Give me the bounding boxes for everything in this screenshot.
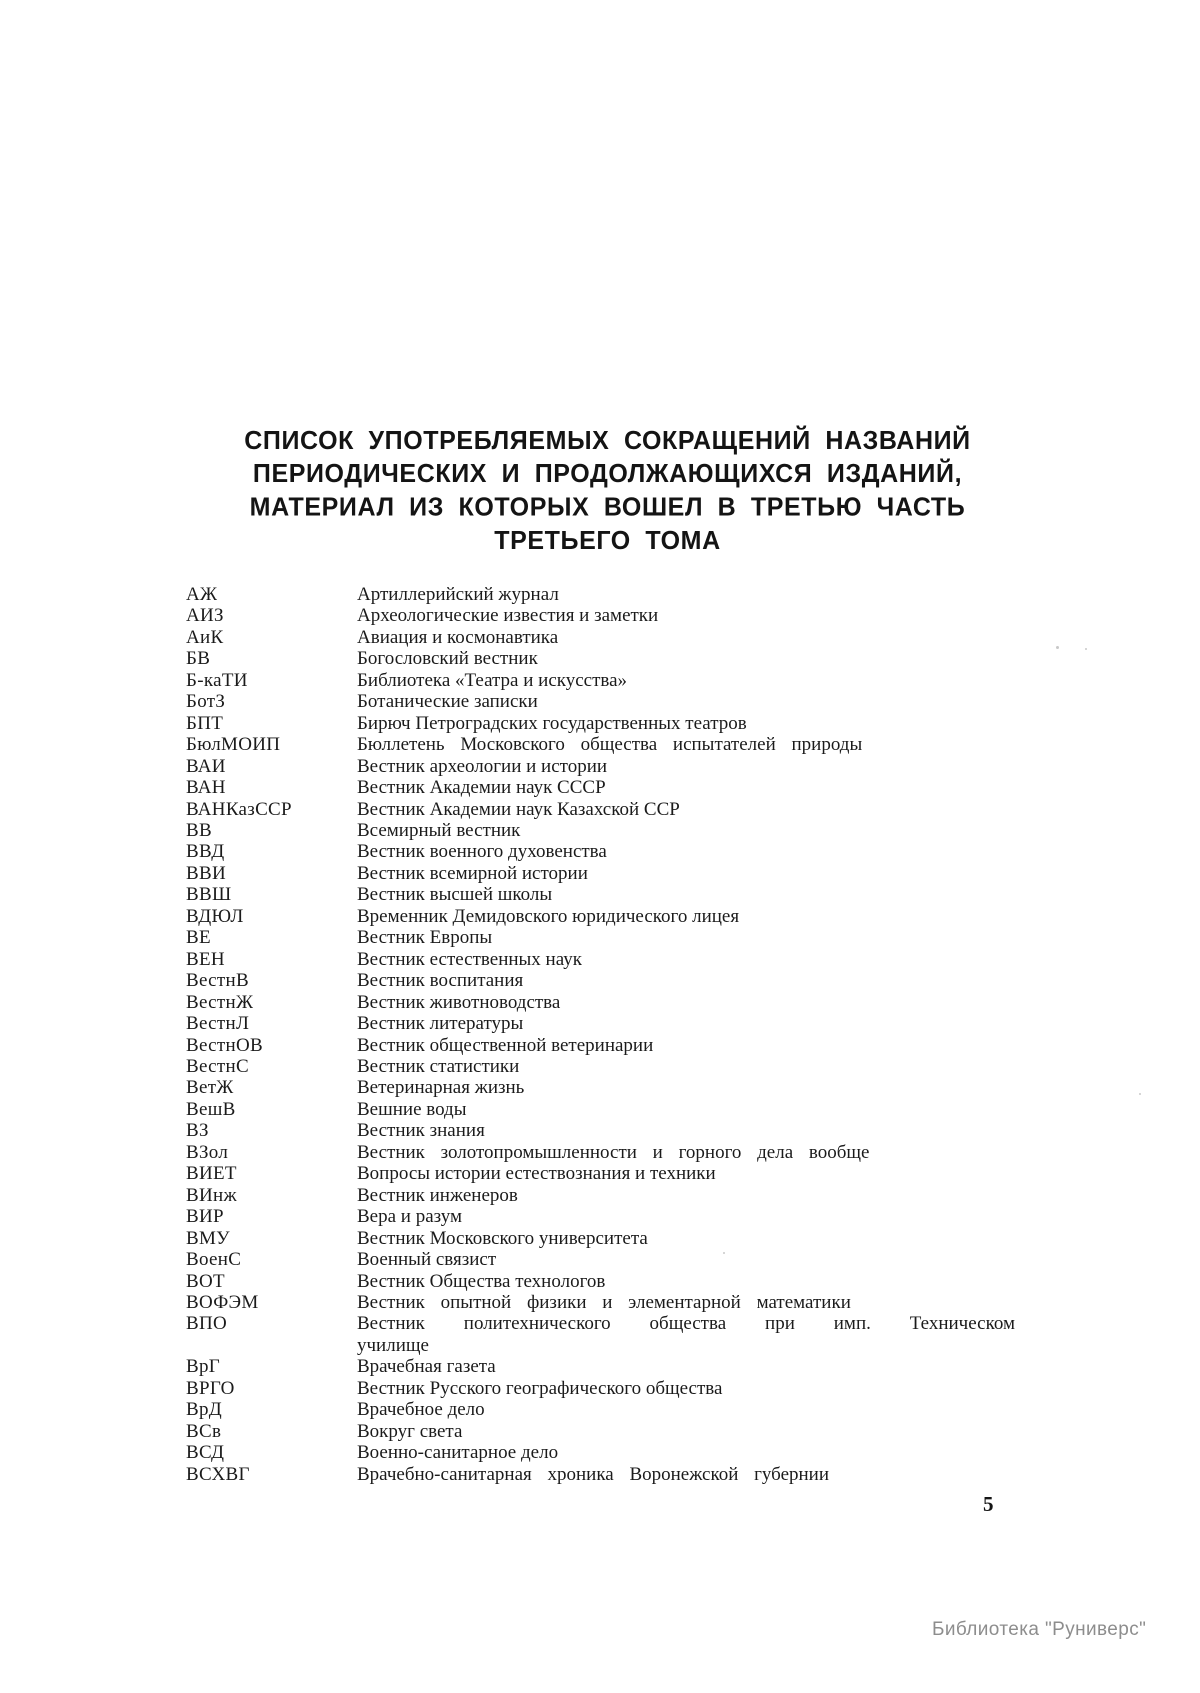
journal-title: Вестник знания [357, 1120, 485, 1142]
journal-title: Бирюч Петроградских государственных театров [357, 712, 747, 734]
journal-title: Вешние воды [357, 1098, 467, 1120]
abbreviation-list [186, 584, 1026, 1485]
journal-title: Вестник воспитания [357, 970, 524, 992]
journal-title: Вестник опытной физики и элементарной математики [357, 1291, 851, 1313]
abbreviation-code: ВестнОВ [186, 1034, 263, 1056]
abbreviation-row [186, 1056, 1026, 1077]
abbreviation-row [186, 1249, 1026, 1270]
abbreviation-code: АИЗ [186, 605, 224, 627]
abbreviation-row [186, 756, 1026, 777]
abbreviation-row [186, 927, 1026, 948]
journal-title: Вестник археологии и истории [357, 755, 608, 777]
abbreviation-row [186, 1292, 1026, 1313]
abbreviation-row [186, 1206, 1026, 1227]
abbreviation-code: ВРГО [186, 1377, 235, 1399]
journal-title: Вестник золотопромышленности и горного дела вообще [357, 1141, 870, 1163]
abbreviation-row [186, 1356, 1026, 1377]
journal-title: Артиллерийский журнал [357, 584, 559, 605]
abbreviation-code: ВСХВГ [186, 1463, 250, 1485]
journal-title: Всемирный вестник [357, 819, 521, 841]
journal-title: Вестник Общества технологов [357, 1270, 606, 1292]
abbreviation-row [186, 1421, 1026, 1442]
journal-title: Вестник Европы [357, 927, 493, 949]
journal-title: Археологические известия и заметки [357, 605, 659, 627]
abbreviation-code: ВВ [186, 819, 212, 841]
abbreviation-row [186, 1099, 1026, 1120]
abbreviation-code: ВрД [186, 1399, 223, 1421]
journal-title: Библиотека «Театра и искусства» [357, 669, 628, 691]
library-watermark: Библиотека "Руниверс" [932, 1619, 1147, 1640]
page-title-line: МАТЕРИАЛ ИЗ КОТОРЫХ ВОШЕЛ В ТРЕТЬЮ ЧАСТЬ [249, 492, 966, 522]
journal-title: Военно-санитарное дело [357, 1442, 559, 1464]
scan-speck [1139, 1093, 1141, 1095]
journal-title: Вестник Академии наук Казахской ССР [357, 798, 680, 820]
abbreviation-code: ВДЮЛ [186, 905, 244, 927]
abbreviation-row [186, 820, 1026, 841]
abbreviation-row [186, 799, 1026, 820]
page-title [200, 424, 1015, 557]
abbreviation-code: БюлМОИП [186, 734, 281, 756]
journal-title: Вестник общественной ветеринарии [357, 1034, 654, 1056]
journal-title: Вестник инженеров [357, 1184, 518, 1206]
abbreviation-code: ВЕН [186, 948, 225, 970]
abbreviation-code: Б-каТИ [186, 669, 248, 691]
page-title-line: ТРЕТЬЕГО ТОМА [494, 525, 721, 556]
page-title-line: ПЕРИОДИЧЕСКИХ И ПРОДОЛЖАЮЩИХСЯ ИЗДАНИЙ, [252, 459, 963, 489]
journal-title: Ветеринарная жизнь [357, 1077, 525, 1099]
abbreviation-code: ВЕ [186, 927, 211, 949]
journal-title: Авиация и космонавтика [357, 626, 559, 648]
abbreviation-code: ВестнВ [186, 970, 249, 992]
abbreviation-code: ВестнЖ [186, 991, 254, 1013]
abbreviation-row [186, 1077, 1026, 1098]
abbreviation-code: БотЗ [186, 691, 226, 713]
journal-title: Ботанические записки [357, 691, 538, 713]
abbreviation-code: ВВШ [186, 884, 232, 906]
abbreviation-row [186, 1185, 1026, 1206]
abbreviation-row [186, 1228, 1026, 1249]
abbreviation-code: ВестнС [186, 1055, 249, 1077]
abbreviation-code: ВИЕТ [186, 1163, 237, 1185]
abbreviation-code: ВСв [186, 1420, 222, 1442]
abbreviation-row [186, 691, 1026, 712]
journal-title: Вестник литературы [357, 1013, 524, 1035]
abbreviation-row [186, 1313, 1026, 1356]
journal-title: Вестник животноводства [357, 991, 561, 1013]
abbreviation-row [186, 627, 1026, 648]
journal-title: Временник Демидовского юридического лицея [357, 905, 740, 927]
page-number: 5 [983, 1492, 994, 1516]
abbreviation-code: БВ [186, 648, 211, 670]
journal-title: Врачебное дело [357, 1399, 485, 1421]
page-title-line: СПИСОК УПОТРЕБЛЯЕМЫХ СОКРАЩЕНИЙ НАЗВАНИЙ [244, 426, 971, 456]
abbreviation-row [186, 949, 1026, 970]
abbreviation-row [186, 1378, 1026, 1399]
abbreviation-code: ВетЖ [186, 1077, 234, 1099]
journal-title: Вестник Московского университета [357, 1227, 648, 1249]
abbreviation-row [186, 970, 1026, 991]
scan-speck [1056, 646, 1059, 649]
abbreviation-row [186, 734, 1026, 755]
abbreviation-row [186, 863, 1026, 884]
abbreviation-code: ВОТ [186, 1270, 225, 1292]
abbreviation-code: ВОФЭМ [186, 1291, 259, 1313]
journal-title: Вопросы истории естествознания и техники [357, 1163, 716, 1185]
journal-title: Вестник высшей школы [357, 884, 553, 906]
abbreviation-code: ВешВ [186, 1098, 236, 1120]
journal-title: Вестник естественных наук [357, 948, 582, 970]
abbreviation-row [186, 1035, 1026, 1056]
abbreviation-row [186, 648, 1026, 669]
abbreviation-row [186, 777, 1026, 798]
abbreviation-row [186, 1399, 1026, 1420]
journal-title: Вестник политехнического общества при имп. Техническом училище [357, 1313, 1015, 1356]
abbreviation-code: ВВИ [186, 862, 226, 884]
abbreviation-code: ВИнж [186, 1184, 237, 1206]
abbreviation-code: ВВД [186, 841, 225, 863]
journal-title: Вестник военного духовенства [357, 841, 607, 863]
journal-title: Военный связист [357, 1249, 497, 1271]
abbreviation-code: ВИР [186, 1206, 224, 1228]
journal-title: Вестник всемирной истории [357, 862, 588, 884]
abbreviation-row [186, 992, 1026, 1013]
journal-title: Врачебная газета [357, 1356, 496, 1378]
abbreviation-code: ВАНКазССР [186, 798, 292, 820]
abbreviation-code: ВрГ [186, 1356, 221, 1378]
journal-title: Вокруг света [357, 1420, 463, 1442]
abbreviation-row [186, 841, 1026, 862]
journal-title: Вестник Русского географического общества [357, 1377, 723, 1399]
abbreviation-code: ВЗ [186, 1120, 209, 1142]
abbreviation-row [186, 713, 1026, 734]
scan-speck [1085, 648, 1087, 650]
journal-title: Врачебно-санитарная хроника Воронежской губернии [357, 1463, 830, 1485]
abbreviation-row [186, 670, 1026, 691]
abbreviation-row [186, 1142, 1026, 1163]
abbreviation-code: ВоенС [186, 1249, 242, 1271]
abbreviation-row [186, 884, 1026, 905]
abbreviation-code: ВАН [186, 777, 226, 799]
abbreviation-code: БПТ [186, 712, 224, 734]
abbreviation-row [186, 605, 1026, 626]
abbreviation-row [186, 1163, 1026, 1184]
abbreviation-code: ВЗол [186, 1141, 229, 1163]
journal-title: Вестник Академии наук СССР [357, 777, 606, 799]
journal-title: Вестник статистики [357, 1055, 520, 1077]
journal-title: Вера и разум [357, 1206, 463, 1228]
abbreviation-row [186, 1013, 1026, 1034]
journal-title: Богословский вестник [357, 648, 538, 670]
abbreviation-row [186, 1120, 1026, 1141]
abbreviation-code: АЖ [186, 584, 218, 605]
abbreviation-code: ВМУ [186, 1227, 230, 1249]
abbreviation-code: ВСД [186, 1442, 225, 1464]
abbreviation-row [186, 1464, 1026, 1485]
abbreviation-row [186, 1442, 1026, 1463]
scan-speck [723, 1252, 725, 1254]
abbreviation-code: ВАИ [186, 755, 226, 777]
abbreviation-row [186, 584, 1026, 605]
abbreviation-code: ВПО [186, 1313, 228, 1335]
abbreviation-code: АиК [186, 626, 224, 648]
abbreviation-row [186, 906, 1026, 927]
abbreviation-row [186, 1271, 1026, 1292]
abbreviation-code: ВестнЛ [186, 1013, 250, 1035]
journal-title: Бюллетень Московского общества испытателей природы [357, 734, 863, 756]
